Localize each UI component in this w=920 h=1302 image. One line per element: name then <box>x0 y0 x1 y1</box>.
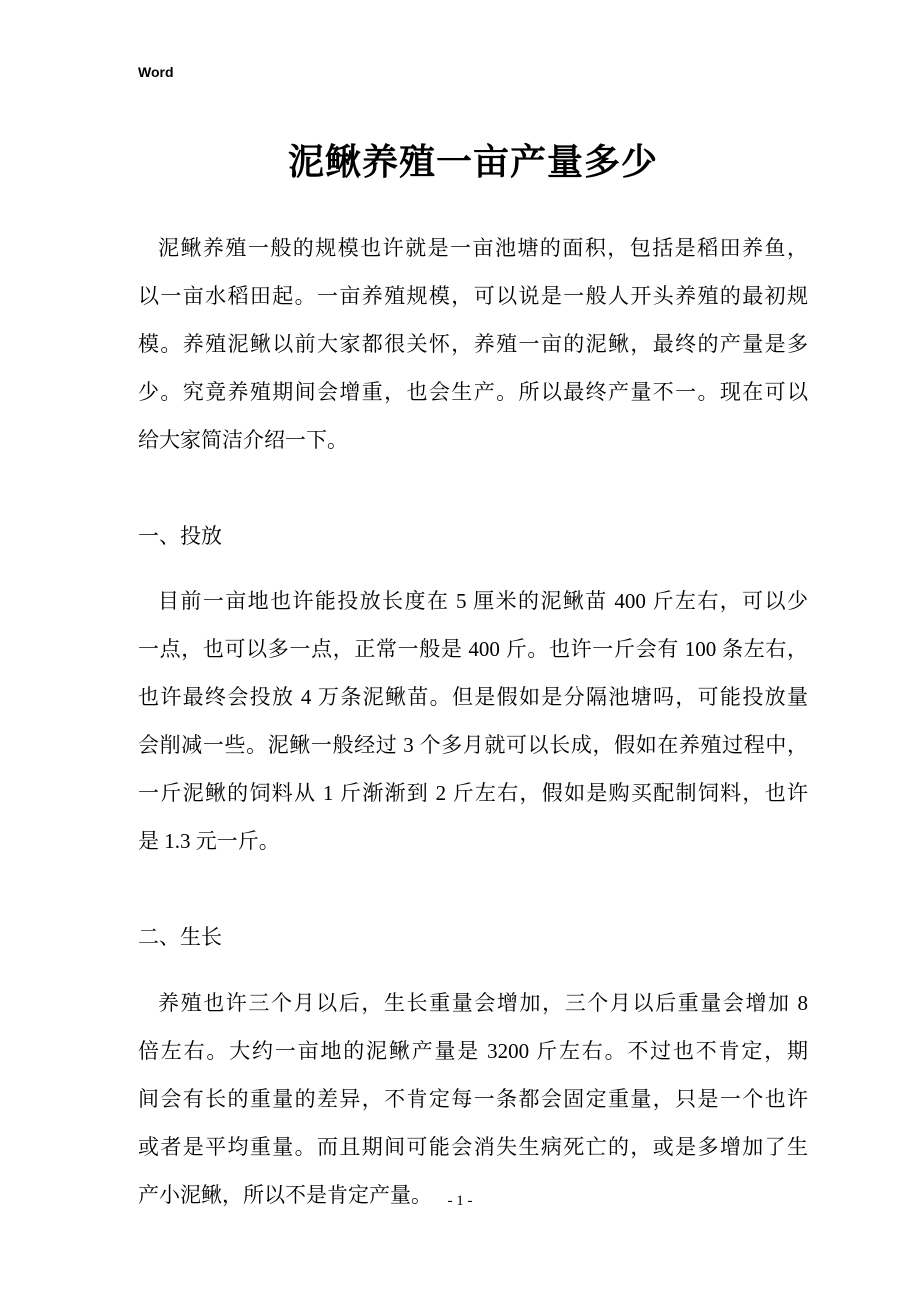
body-line: 养殖也许三个月以后，生长重量会增加，三个月以后重量会增加 8 <box>158 990 808 1015</box>
section-heading-shengzhang: 二、生长 <box>138 925 222 950</box>
body-line: 产小泥鳅，所以不是肯定产量。 <box>138 1182 432 1207</box>
body-line: 一点，也可以多一点，正常一般是 400 斤。也许一斤会有 100 条左右， <box>138 637 808 662</box>
body-line: 少。究竟养殖期间会增重，也会生产。所以最终产量不一。现在可以 <box>138 380 808 404</box>
app-label: Word <box>138 64 174 80</box>
body-line: 模。养殖泥鳅以前大家都很关怀，养殖一亩的泥鳅，最终的产量是多 <box>138 332 808 356</box>
document-title: 泥鳅养殖一亩产量多少 <box>287 142 658 182</box>
section-heading-toufang: 一、投放 <box>138 524 222 548</box>
body-line: 泥鳅养殖一般的规模也许就是一亩池塘的面积，包括是稻田养鱼， <box>158 236 808 260</box>
body-line: 是 1.3 元一斤。 <box>138 829 280 854</box>
body-line: 也许最终会投放 4 万条泥鳅苗。但是假如是分隔池塘吗，可能投放量 <box>138 685 808 710</box>
section-paragraph-toufang <box>138 577 808 865</box>
section-paragraph-shengzhang <box>138 979 808 1219</box>
intro-paragraph <box>138 224 808 464</box>
body-line: 目前一亩地也许能投放长度在 5 厘米的泥鳅苗 400 斤左右，可以少 <box>158 589 808 614</box>
body-line: 给大家简洁介绍一下。 <box>138 428 348 452</box>
body-line: 以一亩水稻田起。一亩养殖规模，可以说是一般人开头养殖的最初规 <box>138 284 808 308</box>
document-content <box>138 0 808 1219</box>
page-number: - 1 - <box>447 1193 473 1209</box>
body-line: 或者是平均重量。而且期间可能会消失生病死亡的，或是多增加了生 <box>138 1134 808 1159</box>
body-line: 间会有长的重量的差异，不肯定每一条都会固定重量，只是一个也许 <box>138 1086 808 1111</box>
body-line: 倍左右。大约一亩地的泥鳅产量是 3200 斤左右。不过也不肯定，期 <box>138 1038 808 1063</box>
body-line: 一斤泥鳅的饲料从 1 斤渐渐到 2 斤左右，假如是购买配制饲料，也许 <box>138 781 808 806</box>
body-line: 会削减一些。泥鳅一般经过 3 个多月就可以长成，假如在养殖过程中， <box>138 733 808 758</box>
